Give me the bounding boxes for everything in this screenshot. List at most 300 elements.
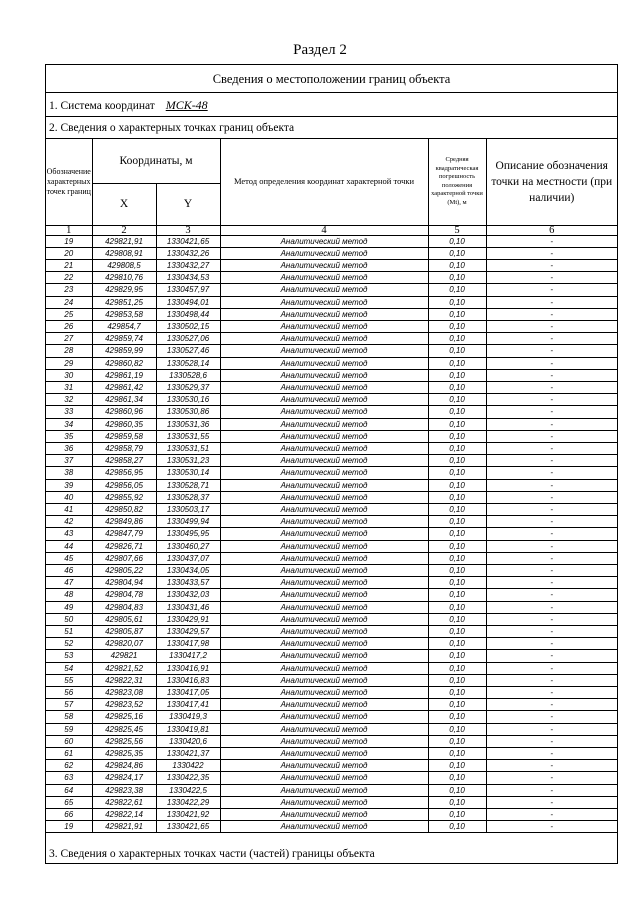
y-coord-cell: 1330527,46 xyxy=(156,345,220,357)
error-cell: 0,10 xyxy=(428,528,486,540)
description-cell: - xyxy=(486,552,617,564)
description-cell: - xyxy=(486,723,617,735)
description-cell: - xyxy=(486,650,617,662)
method-cell: Аналитический метод xyxy=(220,345,428,357)
y-coord-cell: 1330434,53 xyxy=(156,272,220,284)
x-coord-cell: 429849,86 xyxy=(92,516,156,528)
y-coord-cell: 1330417,05 xyxy=(156,687,220,699)
y-coord-cell: 1330530,16 xyxy=(156,394,220,406)
table-row xyxy=(46,662,617,674)
error-cell: 0,10 xyxy=(428,613,486,625)
y-coord-cell: 1330531,23 xyxy=(156,455,220,467)
point-id-cell: 40 xyxy=(46,491,92,503)
x-coord-cell: 429825,35 xyxy=(92,748,156,760)
y-coord-cell: 1330494,01 xyxy=(156,296,220,308)
method-cell: Аналитический метод xyxy=(220,320,428,332)
error-cell: 0,10 xyxy=(428,369,486,381)
description-cell: - xyxy=(486,626,617,638)
table-row xyxy=(46,394,617,406)
x-coord-cell: 429810,76 xyxy=(92,272,156,284)
error-cell: 0,10 xyxy=(428,442,486,454)
method-cell: Аналитический метод xyxy=(220,687,428,699)
x-coord-cell: 429808,91 xyxy=(92,247,156,259)
error-cell: 0,10 xyxy=(428,503,486,515)
error-cell: 0,10 xyxy=(428,235,486,247)
table-heading: Сведения о местоположении границ объекта xyxy=(46,65,617,93)
y-coord-cell: 1330432,27 xyxy=(156,259,220,271)
table-row xyxy=(46,552,617,564)
point-id-cell: 33 xyxy=(46,406,92,418)
y-coord-cell: 1330457,97 xyxy=(156,284,220,296)
y-coord-cell: 1330528,6 xyxy=(156,369,220,381)
method-cell: Аналитический метод xyxy=(220,503,428,515)
y-coord-cell: 1330498,44 xyxy=(156,308,220,320)
table-row xyxy=(46,308,617,320)
x-coord-cell: 429822,61 xyxy=(92,796,156,808)
point-id-cell: 49 xyxy=(46,601,92,613)
y-coord-cell: 1330429,57 xyxy=(156,626,220,638)
method-cell: Аналитический метод xyxy=(220,796,428,808)
y-coord-cell: 1330527,06 xyxy=(156,333,220,345)
x-coord-cell: 429822,14 xyxy=(92,809,156,821)
point-id-cell: 54 xyxy=(46,662,92,674)
table-row xyxy=(46,406,617,418)
x-coord-cell: 429807,66 xyxy=(92,552,156,564)
point-id-cell: 43 xyxy=(46,528,92,540)
description-cell: - xyxy=(486,357,617,369)
y-coord-cell: 1330502,15 xyxy=(156,320,220,332)
points-table xyxy=(46,139,617,833)
y-coord-cell: 1330422,29 xyxy=(156,796,220,808)
error-cell: 0,10 xyxy=(428,784,486,796)
error-cell: 0,10 xyxy=(428,296,486,308)
description-cell: - xyxy=(486,613,617,625)
point-id-cell: 20 xyxy=(46,247,92,259)
table-row xyxy=(46,467,617,479)
y-coord-cell: 1330530,86 xyxy=(156,406,220,418)
method-cell: Аналитический метод xyxy=(220,626,428,638)
table-row xyxy=(46,735,617,747)
table-row xyxy=(46,418,617,430)
x-coord-cell: 429804,78 xyxy=(92,589,156,601)
method-cell: Аналитический метод xyxy=(220,247,428,259)
method-cell: Аналитический метод xyxy=(220,406,428,418)
error-cell: 0,10 xyxy=(428,491,486,503)
column-number: 4 xyxy=(220,225,428,235)
description-cell: - xyxy=(486,735,617,747)
x-coord-cell: 429821,91 xyxy=(92,235,156,247)
y-coord-cell: 1330417,41 xyxy=(156,699,220,711)
x-coord-cell: 429823,08 xyxy=(92,687,156,699)
table-row xyxy=(46,809,617,821)
error-cell: 0,10 xyxy=(428,394,486,406)
coord-system-value: МСК-48 xyxy=(165,98,208,112)
description-cell: - xyxy=(486,394,617,406)
point-id-cell: 61 xyxy=(46,748,92,760)
x-coord-cell: 429854,7 xyxy=(92,320,156,332)
table-row xyxy=(46,589,617,601)
point-id-cell: 46 xyxy=(46,564,92,576)
description-cell: - xyxy=(486,809,617,821)
method-cell: Аналитический метод xyxy=(220,333,428,345)
point-id-cell: 55 xyxy=(46,674,92,686)
coord-system-label: 1. Система координат xyxy=(49,100,155,112)
point-id-cell: 26 xyxy=(46,320,92,332)
y-coord-cell: 1330434,05 xyxy=(156,564,220,576)
table-row xyxy=(46,369,617,381)
description-cell: - xyxy=(486,796,617,808)
x-coord-cell: 429808,5 xyxy=(92,259,156,271)
y-coord-cell: 1330416,91 xyxy=(156,662,220,674)
table-row xyxy=(46,723,617,735)
table-row xyxy=(46,333,617,345)
y-coord-cell: 1330422,35 xyxy=(156,772,220,784)
point-id-cell: 66 xyxy=(46,809,92,821)
method-cell: Аналитический метод xyxy=(220,711,428,723)
table-row xyxy=(46,345,617,357)
error-cell: 0,10 xyxy=(428,760,486,772)
description-cell: - xyxy=(486,491,617,503)
method-cell: Аналитический метод xyxy=(220,735,428,747)
description-cell: - xyxy=(486,528,617,540)
method-cell: Аналитический метод xyxy=(220,455,428,467)
method-cell: Аналитический метод xyxy=(220,821,428,833)
description-cell: - xyxy=(486,479,617,491)
x-coord-cell: 429850,82 xyxy=(92,503,156,515)
method-cell: Аналитический метод xyxy=(220,809,428,821)
x-coord-cell: 429820,07 xyxy=(92,638,156,650)
point-id-cell: 52 xyxy=(46,638,92,650)
method-cell: Аналитический метод xyxy=(220,418,428,430)
point-id-cell: 37 xyxy=(46,455,92,467)
table-row xyxy=(46,381,617,393)
point-id-cell: 56 xyxy=(46,687,92,699)
method-cell: Аналитический метод xyxy=(220,772,428,784)
point-id-cell: 25 xyxy=(46,308,92,320)
description-cell: - xyxy=(486,540,617,552)
table-row xyxy=(46,442,617,454)
method-cell: Аналитический метод xyxy=(220,601,428,613)
point-id-cell: 41 xyxy=(46,503,92,515)
description-cell: - xyxy=(486,601,617,613)
description-cell: - xyxy=(486,284,617,296)
description-cell: - xyxy=(486,711,617,723)
table-row xyxy=(46,638,617,650)
point-id-cell: 59 xyxy=(46,723,92,735)
method-cell: Аналитический метод xyxy=(220,589,428,601)
coord-system-row xyxy=(46,93,617,117)
y-coord-cell: 1330529,37 xyxy=(156,381,220,393)
error-cell: 0,10 xyxy=(428,601,486,613)
column-number: 1 xyxy=(46,225,92,235)
x-coord-cell: 429804,83 xyxy=(92,601,156,613)
description-cell: - xyxy=(486,369,617,381)
y-coord-cell: 1330437,07 xyxy=(156,552,220,564)
table-row xyxy=(46,430,617,442)
table-row xyxy=(46,272,617,284)
method-cell: Аналитический метод xyxy=(220,528,428,540)
x-coord-cell: 429829,95 xyxy=(92,284,156,296)
header-description: Описание обозначения точки на местности (при наличии) xyxy=(486,139,617,225)
point-id-cell: 29 xyxy=(46,357,92,369)
method-cell: Аналитический метод xyxy=(220,577,428,589)
y-coord-cell: 1330528,37 xyxy=(156,491,220,503)
y-coord-cell: 1330417,2 xyxy=(156,650,220,662)
point-id-cell: 19 xyxy=(46,821,92,833)
description-cell: - xyxy=(486,247,617,259)
error-cell: 0,10 xyxy=(428,809,486,821)
point-id-cell: 47 xyxy=(46,577,92,589)
point-id-cell: 53 xyxy=(46,650,92,662)
y-coord-cell: 1330531,36 xyxy=(156,418,220,430)
x-coord-cell: 429821 xyxy=(92,650,156,662)
error-cell: 0,10 xyxy=(428,467,486,479)
description-cell: - xyxy=(486,320,617,332)
header-y: Y xyxy=(156,183,220,225)
description-cell: - xyxy=(486,296,617,308)
method-cell: Аналитический метод xyxy=(220,296,428,308)
error-cell: 0,10 xyxy=(428,796,486,808)
description-cell: - xyxy=(486,259,617,271)
x-coord-cell: 429824,86 xyxy=(92,760,156,772)
description-cell: - xyxy=(486,699,617,711)
y-coord-cell: 1330433,57 xyxy=(156,577,220,589)
error-cell: 0,10 xyxy=(428,735,486,747)
description-cell: - xyxy=(486,503,617,515)
error-cell: 0,10 xyxy=(428,748,486,760)
point-id-cell: 19 xyxy=(46,235,92,247)
table-row xyxy=(46,516,617,528)
x-coord-cell: 429804,94 xyxy=(92,577,156,589)
y-coord-cell: 1330503,17 xyxy=(156,503,220,515)
header-point-designation: Обозначение характерных точек границ xyxy=(46,139,92,225)
description-cell: - xyxy=(486,564,617,576)
point-id-cell: 39 xyxy=(46,479,92,491)
error-cell: 0,10 xyxy=(428,357,486,369)
description-cell: - xyxy=(486,308,617,320)
error-cell: 0,10 xyxy=(428,662,486,674)
table-row xyxy=(46,540,617,552)
y-coord-cell: 1330422,5 xyxy=(156,784,220,796)
point-id-cell: 48 xyxy=(46,589,92,601)
x-coord-cell: 429805,22 xyxy=(92,564,156,576)
y-coord-cell: 1330528,14 xyxy=(156,357,220,369)
point-id-cell: 36 xyxy=(46,442,92,454)
y-coord-cell: 1330421,92 xyxy=(156,809,220,821)
method-cell: Аналитический метод xyxy=(220,516,428,528)
method-cell: Аналитический метод xyxy=(220,369,428,381)
error-cell: 0,10 xyxy=(428,259,486,271)
method-cell: Аналитический метод xyxy=(220,467,428,479)
error-cell: 0,10 xyxy=(428,589,486,601)
point-id-cell: 60 xyxy=(46,735,92,747)
table-row xyxy=(46,821,617,833)
y-coord-cell: 1330421,65 xyxy=(156,821,220,833)
x-coord-cell: 429853,58 xyxy=(92,308,156,320)
point-id-cell: 58 xyxy=(46,711,92,723)
table-row xyxy=(46,259,617,271)
table-row xyxy=(46,479,617,491)
method-cell: Аналитический метод xyxy=(220,540,428,552)
point-id-cell: 50 xyxy=(46,613,92,625)
table-row xyxy=(46,601,617,613)
error-cell: 0,10 xyxy=(428,320,486,332)
table-row xyxy=(46,760,617,772)
table-row xyxy=(46,577,617,589)
description-cell: - xyxy=(486,821,617,833)
section-title: Раздел 2 xyxy=(293,42,347,58)
table-row xyxy=(46,711,617,723)
method-cell: Аналитический метод xyxy=(220,272,428,284)
method-cell: Аналитический метод xyxy=(220,308,428,320)
x-coord-cell: 429859,99 xyxy=(92,345,156,357)
table-row xyxy=(46,699,617,711)
description-cell: - xyxy=(486,589,617,601)
table-row xyxy=(46,320,617,332)
y-coord-cell: 1330429,91 xyxy=(156,613,220,625)
header-coordinates: Координаты, м xyxy=(92,139,220,183)
y-coord-cell: 1330531,51 xyxy=(156,442,220,454)
header-error: Средняя квадратическая погрешность положения характерной точки (Mt), м xyxy=(428,139,486,225)
y-coord-cell: 1330420,6 xyxy=(156,735,220,747)
error-cell: 0,10 xyxy=(428,479,486,491)
method-cell: Аналитический метод xyxy=(220,479,428,491)
point-id-cell: 22 xyxy=(46,272,92,284)
point-id-cell: 31 xyxy=(46,381,92,393)
method-cell: Аналитический метод xyxy=(220,491,428,503)
error-cell: 0,10 xyxy=(428,516,486,528)
x-coord-cell: 429822,31 xyxy=(92,674,156,686)
description-cell: - xyxy=(486,516,617,528)
point-id-cell: 65 xyxy=(46,796,92,808)
description-cell: - xyxy=(486,638,617,650)
column-number: 3 xyxy=(156,225,220,235)
method-cell: Аналитический метод xyxy=(220,564,428,576)
x-coord-cell: 429856,05 xyxy=(92,479,156,491)
error-cell: 0,10 xyxy=(428,455,486,467)
error-cell: 0,10 xyxy=(428,540,486,552)
y-coord-cell: 1330495,95 xyxy=(156,528,220,540)
x-coord-cell: 429861,19 xyxy=(92,369,156,381)
x-coord-cell: 429825,16 xyxy=(92,711,156,723)
method-cell: Аналитический метод xyxy=(220,357,428,369)
x-coord-cell: 429858,27 xyxy=(92,455,156,467)
description-cell: - xyxy=(486,430,617,442)
x-coord-cell: 429825,56 xyxy=(92,735,156,747)
description-cell: - xyxy=(486,467,617,479)
table-row xyxy=(46,650,617,662)
error-cell: 0,10 xyxy=(428,272,486,284)
table-row xyxy=(46,772,617,784)
point-id-cell: 57 xyxy=(46,699,92,711)
description-cell: - xyxy=(486,455,617,467)
table-row xyxy=(46,784,617,796)
method-cell: Аналитический метод xyxy=(220,381,428,393)
method-cell: Аналитический метод xyxy=(220,699,428,711)
error-cell: 0,10 xyxy=(428,821,486,833)
method-cell: Аналитический метод xyxy=(220,552,428,564)
error-cell: 0,10 xyxy=(428,345,486,357)
method-cell: Аналитический метод xyxy=(220,638,428,650)
error-cell: 0,10 xyxy=(428,577,486,589)
method-cell: Аналитический метод xyxy=(220,748,428,760)
y-coord-cell: 1330416,83 xyxy=(156,674,220,686)
method-cell: Аналитический метод xyxy=(220,259,428,271)
point-id-cell: 45 xyxy=(46,552,92,564)
x-coord-cell: 429861,34 xyxy=(92,394,156,406)
y-coord-cell: 1330421,37 xyxy=(156,748,220,760)
method-cell: Аналитический метод xyxy=(220,662,428,674)
y-coord-cell: 1330419,81 xyxy=(156,723,220,735)
column-numbers-row xyxy=(46,225,617,235)
x-coord-cell: 429860,96 xyxy=(92,406,156,418)
description-cell: - xyxy=(486,784,617,796)
description-cell: - xyxy=(486,674,617,686)
table-row xyxy=(46,528,617,540)
error-cell: 0,10 xyxy=(428,247,486,259)
error-cell: 0,10 xyxy=(428,308,486,320)
point-id-cell: 38 xyxy=(46,467,92,479)
point-id-cell: 27 xyxy=(46,333,92,345)
error-cell: 0,10 xyxy=(428,552,486,564)
y-coord-cell: 1330432,26 xyxy=(156,247,220,259)
error-cell: 0,10 xyxy=(428,650,486,662)
error-cell: 0,10 xyxy=(428,284,486,296)
point-id-cell: 32 xyxy=(46,394,92,406)
error-cell: 0,10 xyxy=(428,674,486,686)
description-cell: - xyxy=(486,662,617,674)
point-id-cell: 28 xyxy=(46,345,92,357)
method-cell: Аналитический метод xyxy=(220,235,428,247)
x-coord-cell: 429826,71 xyxy=(92,540,156,552)
error-cell: 0,10 xyxy=(428,406,486,418)
x-coord-cell: 429860,82 xyxy=(92,357,156,369)
x-coord-cell: 429805,87 xyxy=(92,626,156,638)
point-id-cell: 21 xyxy=(46,259,92,271)
points-heading: 2. Сведения о характерных точках границ объекта xyxy=(46,117,617,139)
method-cell: Аналитический метод xyxy=(220,760,428,772)
error-cell: 0,10 xyxy=(428,687,486,699)
method-cell: Аналитический метод xyxy=(220,430,428,442)
x-coord-cell: 429856,95 xyxy=(92,467,156,479)
method-cell: Аналитический метод xyxy=(220,723,428,735)
y-coord-cell: 1330432,03 xyxy=(156,589,220,601)
error-cell: 0,10 xyxy=(428,711,486,723)
x-coord-cell: 429860,35 xyxy=(92,418,156,430)
point-id-cell: 51 xyxy=(46,626,92,638)
table-row xyxy=(46,626,617,638)
error-cell: 0,10 xyxy=(428,381,486,393)
method-cell: Аналитический метод xyxy=(220,284,428,296)
point-id-cell: 63 xyxy=(46,772,92,784)
column-number: 6 xyxy=(486,225,617,235)
point-id-cell: 23 xyxy=(46,284,92,296)
table-row xyxy=(46,564,617,576)
error-cell: 0,10 xyxy=(428,333,486,345)
method-cell: Аналитический метод xyxy=(220,650,428,662)
point-id-cell: 64 xyxy=(46,784,92,796)
error-cell: 0,10 xyxy=(428,699,486,711)
table-row xyxy=(46,357,617,369)
point-id-cell: 44 xyxy=(46,540,92,552)
table-row xyxy=(46,674,617,686)
method-cell: Аналитический метод xyxy=(220,394,428,406)
y-coord-cell: 1330530,14 xyxy=(156,467,220,479)
table-row xyxy=(46,296,617,308)
point-id-cell: 24 xyxy=(46,296,92,308)
point-id-cell: 34 xyxy=(46,418,92,430)
point-id-cell: 30 xyxy=(46,369,92,381)
